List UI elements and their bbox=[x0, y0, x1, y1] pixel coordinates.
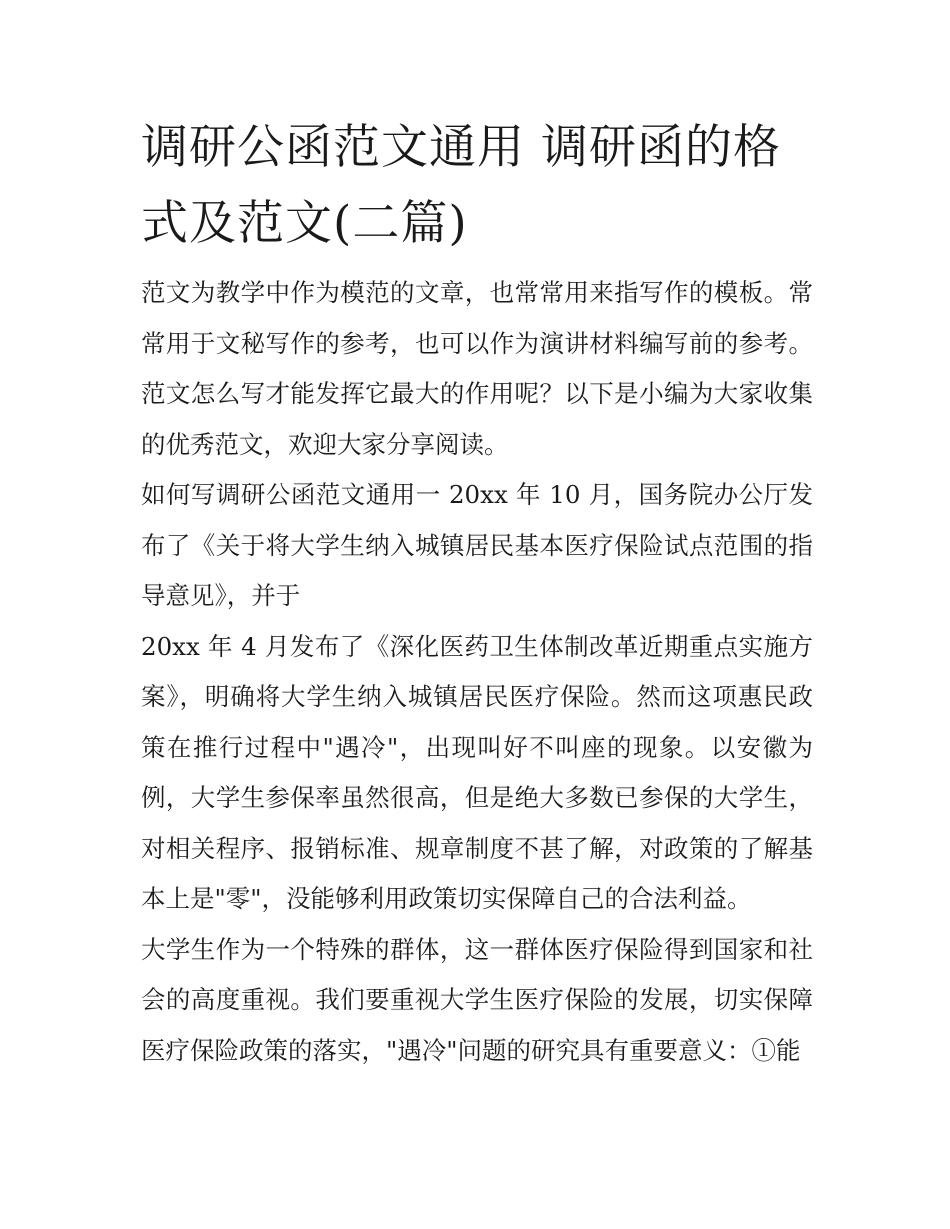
paragraph-intro: 范文为教学中作为模范的文章，也常常用来指写作的模板。常常用于文秘写作的参考，也可以作为演讲材料编写前的参考。范文怎么写才能发挥它最大的作用呢？以下是小编为大家收集的优秀范文，欢迎大家分享阅读。 bbox=[141, 278, 813, 459]
paragraph-policy: 20xx 年 4 月发布了《深化医药卫生体制改革近期重点实施方案》，明确将大学生纳入城镇居民医疗保险。然而这项惠民政策在推行过程中"遇冷"，出现叫好不叫座的现象。以安徽为例，大学生参保率虽然很高，但是绝大多数已参保的大学生，对相关程序、报销标准、规章制度不甚了解，对政策的了解基本上是"零"，没能够利用政策切实保障自己的合法利益。 bbox=[141, 631, 813, 913]
document-title: 调研公函范文通用 调研函的格式及范文(二篇) bbox=[141, 120, 781, 251]
paragraph-significance: 大学生作为一个特殊的群体，这一群体医疗保险得到国家和社会的高度重视。我们要重视大学生医疗保险的发展，切实保障医疗保险政策的落实，"遇冷"问题的研究具有重要意义：①能 bbox=[141, 934, 813, 1065]
document-body bbox=[141, 110, 813, 1076]
paragraph-background: 如何写调研公函范文通用一 20xx 年 10 月，国务院办公厅发布了《关于将大学生纳入城镇居民基本医疗保险试点范围的指导意见》，并于 bbox=[141, 480, 813, 610]
